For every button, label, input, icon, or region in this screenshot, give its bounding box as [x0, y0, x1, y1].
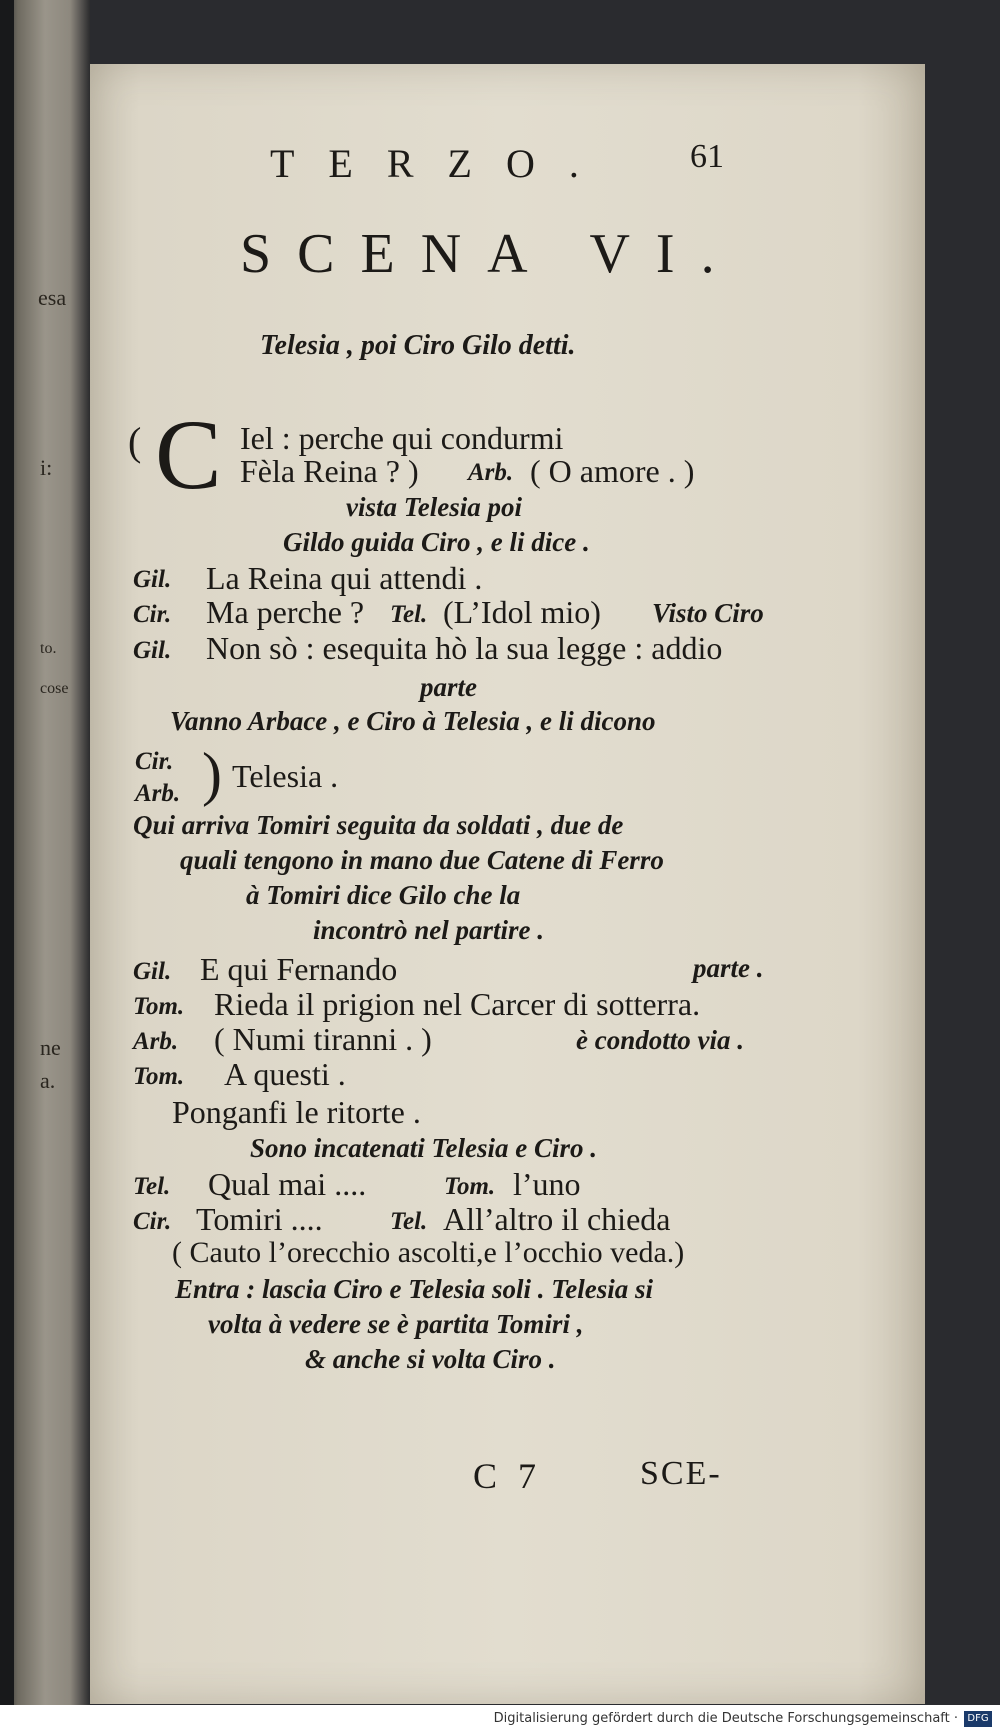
speaker-tag: Cir.: [135, 748, 174, 775]
speaker-tag: Cir.: [133, 1208, 172, 1235]
verse-line: ( Cauto l’orecchio ascolti,e l’occhio veda.): [172, 1236, 685, 1269]
stage-direction: è condotto via .: [576, 1025, 744, 1055]
stage-direction: incontrò nel partire .: [313, 915, 545, 945]
stage-direction: Sono incatenati Telesia e Ciro .: [250, 1133, 598, 1163]
left-page-fragment: ne: [40, 1035, 61, 1060]
character-list: Telesia , poi Ciro Gilo detti.: [260, 330, 576, 361]
speaker-tag: Gil.: [133, 958, 172, 985]
footer-credit: Digitalisierung gefördert durch die Deutsche Forschungsgemeinschaft ·: [493, 1711, 958, 1726]
stage-direction: volta à vedere se è partita Tomiri ,: [208, 1309, 584, 1339]
speaker-tag: Tel.: [390, 601, 428, 628]
verse-line: Fèla Reina ? ): [240, 453, 419, 489]
speaker-tag: Arb.: [135, 780, 181, 807]
drop-cap: C: [155, 399, 222, 510]
speaker-tag: Tom.: [444, 1173, 496, 1200]
speaker-tag: Tom.: [133, 993, 185, 1020]
left-page-fragment: cose: [40, 680, 69, 697]
verse-line: La Reina qui attendi .: [206, 560, 483, 596]
left-page-fragment: a.: [40, 1068, 56, 1093]
speaker-tag: Tel.: [390, 1208, 428, 1235]
stage-direction: parte: [420, 672, 477, 702]
stage-direction: Vanno Arbace , e Ciro à Telesia , e li dicono: [170, 706, 656, 736]
verse-line: (L’Idol mio): [443, 594, 601, 630]
stage-direction: & anche si volta Ciro .: [305, 1344, 556, 1374]
verse-line: Non sò : esequita hò la sua legge : addio: [206, 630, 723, 666]
verse-line: Qual mai ....: [208, 1166, 367, 1202]
stage-direction: Entra : lascia Ciro e Telesia soli . Telesia si: [175, 1274, 654, 1304]
verse-line: Rieda il prigion nel Carcer di sotterra.: [214, 986, 701, 1022]
footer-bar: [0, 1705, 1000, 1735]
verse-line: ( Numi tiranni . ): [214, 1021, 432, 1057]
speaker-tag: Gil.: [133, 637, 172, 664]
speaker-tag: Tom.: [133, 1063, 185, 1090]
stage-direction: Qui arriva Tomiri seguita da soldati , due de: [133, 810, 624, 840]
verse-line: Telesia .: [232, 758, 339, 794]
stage-direction: parte .: [693, 953, 764, 983]
running-head: TERZO.: [270, 141, 613, 186]
scene-title: SCENA VI.: [240, 223, 741, 285]
signature-mark: C 7: [473, 1456, 543, 1496]
verse-line: l’uno: [513, 1166, 581, 1202]
stage-direction: à Tomiri dice Gilo che la: [246, 880, 521, 910]
speaker-tag: Arb.: [468, 459, 514, 486]
verse-line: ( O amore . ): [530, 453, 695, 489]
catchword: SCE-: [640, 1455, 722, 1492]
verse-line: Ma perche ?: [206, 594, 365, 630]
verse-line: Tomiri ....: [196, 1201, 323, 1237]
speaker-tag: Arb.: [133, 1028, 179, 1055]
verse-line: Ponganfi le ritorte .: [172, 1094, 421, 1130]
speaker-tag: Gil.: [133, 566, 172, 593]
page-number: 61: [690, 138, 724, 175]
stage-direction: vista Telesia poi: [346, 492, 522, 522]
brace: ): [202, 741, 222, 807]
verse-line: Iel : perche qui condurmi: [240, 420, 564, 456]
verse-line: All’altro il chieda: [443, 1201, 671, 1237]
book-cover-edge: [0, 0, 14, 1735]
dfg-logo: DFG: [964, 1711, 992, 1727]
stage-direction: Gildo guida Ciro , e li dice .: [283, 527, 590, 557]
verse-line: E qui Fernando: [200, 951, 398, 987]
left-page-fragment: to.: [40, 640, 57, 657]
left-page-fragment: esa: [38, 285, 67, 310]
speaker-tag: Tel.: [133, 1173, 171, 1200]
opening-bracket: (: [128, 419, 142, 464]
stage-direction: quali tengono in mano due Catene di Ferro: [180, 845, 664, 875]
speaker-tag: Cir.: [133, 601, 172, 628]
stage-direction: Visto Ciro: [652, 598, 764, 628]
left-page-fragment: i:: [40, 455, 53, 480]
verse-line: A questi .: [224, 1056, 346, 1092]
